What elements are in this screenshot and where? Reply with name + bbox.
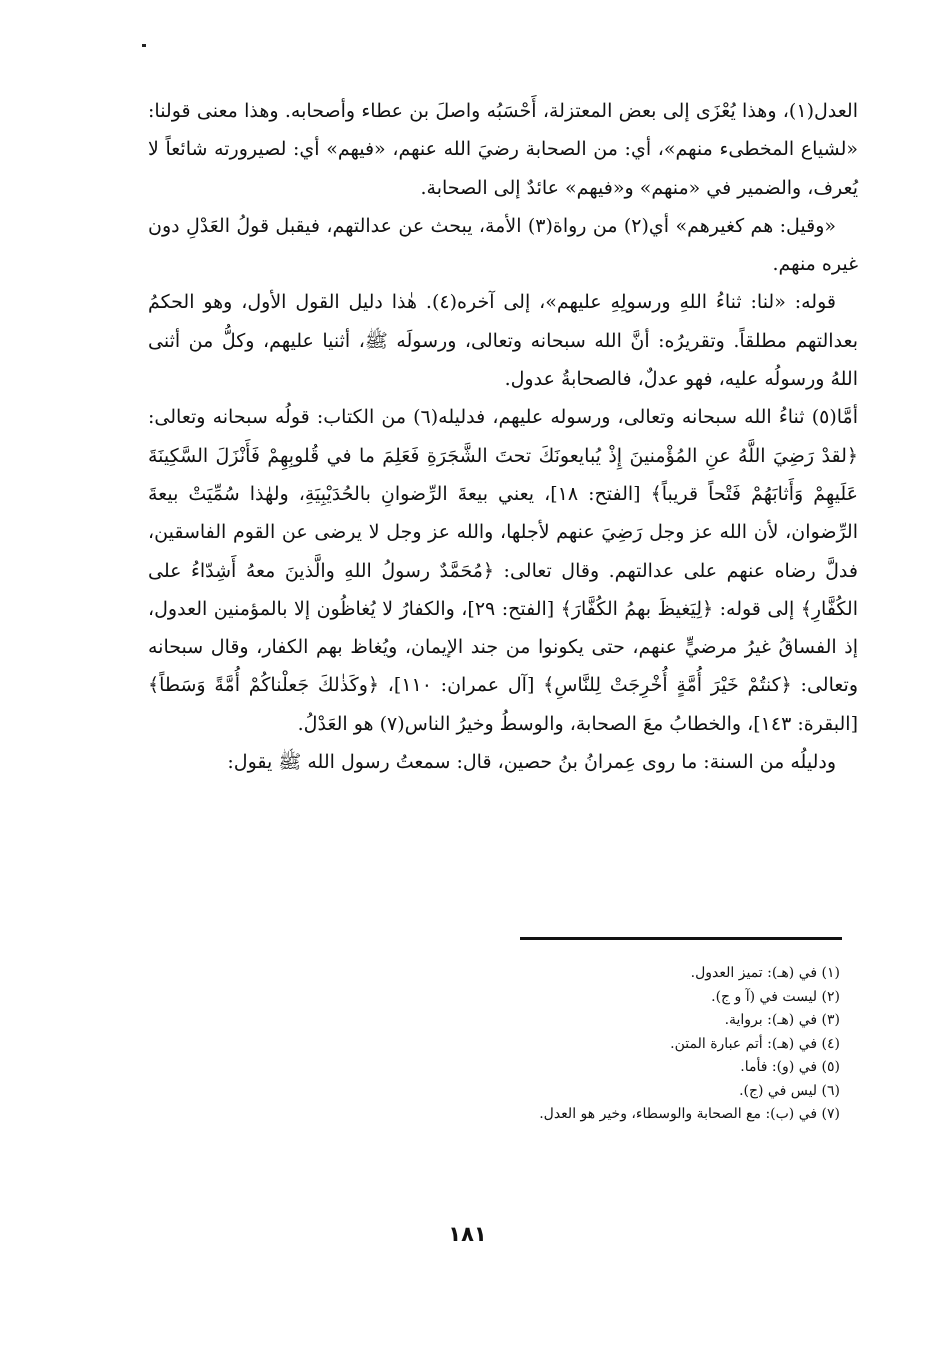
page-number: ١٨١ [448,1222,487,1246]
footnote-1: (١) في (هـ): تميز العدول. [690,965,840,981]
paragraph-2: «وقيل: هم كغيرهم» أي(٢) من رواة(٣) الأمة، يبحث عن عدالتهم، فيقبل قولُ العَدْلِ دون غيره منهم. [148,214,858,276]
footnote-3: (٣) في (هـ): برواية. [724,1012,840,1028]
paragraph-1: العدل(١)، وهذا يُعْزَى إلى بعض المعتزلة، أَحْسَبُه واصلَ بن عطاء وأصحابه. وهذا معنى قولنا: «لشياع المخطىء منهم»، أي: من الصحابة رضيَ الله عنهم، «فيهم» أي: لصيرورته شائعاً لا يُعرف، والضمير في «منهم» و«فيهم» عائدٌ إلى الصحابة. [148,100,858,199]
footnote-7: (٧) في (ب): مع الصحابة والوسطاء، وخير هو العدل. [539,1106,840,1122]
footnote-2: (٢) ليست في (آ و ج). [711,988,840,1005]
main-text [148,92,858,781]
footnote-separator [520,937,842,940]
paragraph-3: قوله: «لنا: ثناءُ اللهِ ورسولِهِ عليهم»، إلى آخره(٤). هٰذا دليل القول الأول، وهو الحكمُ بعدالتهم مطلقاً. وتقريرُه: أنَّ الله سبحانه وتعالى، ورسولَه ﷺ، أثنيا عليهم، وكلُّ من أثنى اللهُ ورسولُه عليه، فهو عدلٌ، فالصحابةُ عدول. [148,291,858,391]
footnote-4: (٤) في (هـ): أتم عبارة المتن. [670,1035,840,1052]
scan-speck [142,44,146,47]
footnote-5: (٥) في (و): فأما. [740,1059,840,1075]
paragraph-5: ودليلُه من السنة: ما روى عِمرانُ بنُ حصين، قال: سمعتُ رسول الله ﷺ يقول: [227,751,836,774]
paragraph-4: أمَّا(٥) ثناءُ الله سبحانه وتعالى، ورسوله عليهم، فدليله(٦) من الكتاب: قولُه سبحانه وتعالى: ﴿لقدْ رَضِيَ اللَّهُ عنِ المُؤْمنينَ إِذْ يُبايعونَكَ تحتَ الشَّجَرَةِ فَعَلِمَ ما في قُلوبِهِمْ فَأَنْزَلَ السَّكِينَةَ عَلَيهِمْ وَأَثابَهُمْ فَتْحاً قريباً﴾ [الفتح: ١٨]، يعني بيعةَ الرِّضوانِ بالحُدَيْبِيَةِ، ولهٰذا سُمِّيَتْ بيعةَ الرِّضوان، لأن الله عز وجل رَضِيَ عنهم لأجلها، والله عز وجل لا يرضى عن القوم الفاسقين، فدلَّ رضاه عنهم على عدالتهم. وقال تعالى: ﴿مُحَمَّدٌ رسولُ اللهِ والَّذينَ معهُ أَشِدّاءُ على الكُفَّارِ﴾ إلى قوله: ﴿لِيَغيظَ بهمُ الكُفَّارَ﴾ [الفتح: ٢٩]، والكفارُ لا يُغاظُون إلا بالمؤمنين العدول، إذ الفساقُ غيرُ مرضيٍّ عنهم، حتى يكونوا من جند الإيمان، ويُغاظ بهم الكفار، وقال سبحانه وتعالى: ﴿كنتُمْ خَيْرَ أُمَّةٍ أُخْرِجَتْ لِلنَّاسِ﴾ [آل عمران: ١١٠]، ﴿وكَذٰلكَ جَعلْناكُمْ أُمَّةً وَسَطاً﴾ [البقرة: ١٤٣]، والخطابُ معَ الصحابة، والوسطُ وخيرُ الناس(٧) هو العَدْلُ. [148,406,859,735]
footnote-6: (٦) ليس في (ج). [739,1082,840,1099]
footnotes-list [440,962,840,1127]
